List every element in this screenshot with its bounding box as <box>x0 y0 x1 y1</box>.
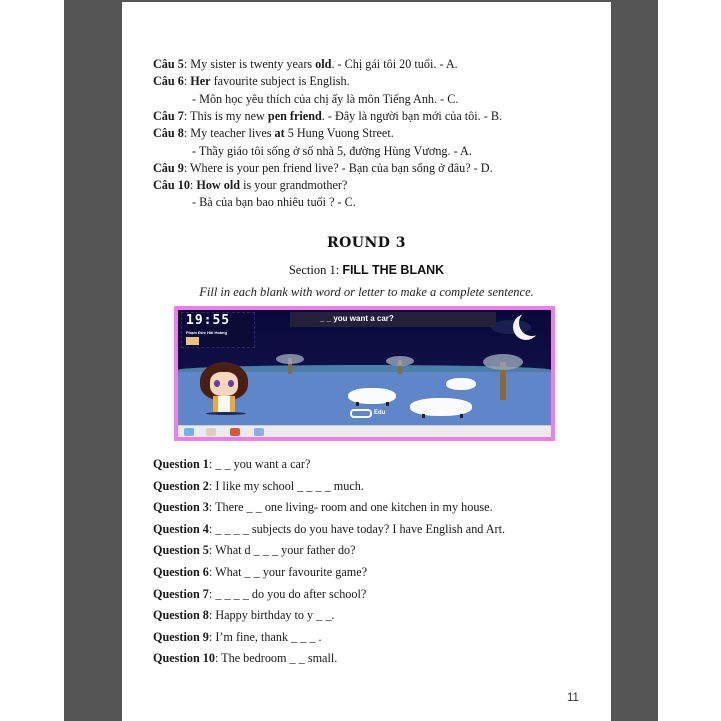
question-item <box>153 565 367 580</box>
question-text: There _ _ one living- room and one kitchen in my house. <box>212 500 493 515</box>
label-separator: : <box>208 500 213 515</box>
section-name: FILL THE BLANK <box>342 263 445 277</box>
game-scene <box>178 310 551 437</box>
answer-translation: - Thầy giáo tôi sống ở số nhà 5, đường Hùng Vương. - A. <box>192 143 472 158</box>
label-separator: : <box>183 74 191 89</box>
sheep-leg <box>356 402 359 406</box>
answer-text: . - Đây là người bạn mới của tôi. - B. <box>321 108 503 123</box>
character-shadow <box>206 412 246 415</box>
player-name: Phạm Đức Hải Hoàng <box>186 330 227 335</box>
question-text: _ _ _ _ subjects do you have today? I have English and Art. <box>212 521 506 536</box>
answer-text: at <box>274 126 285 141</box>
question-label: Question 7 <box>153 586 209 601</box>
answer-text: old <box>315 57 332 71</box>
tree-crown <box>386 356 414 366</box>
question-label: Question 8 <box>153 608 209 623</box>
answer-text: favourite subject is English. <box>210 74 350 89</box>
question-text: Happy birthday to y _ _. <box>212 608 335 623</box>
question-label: Question 6 <box>153 565 209 579</box>
label-separator: : <box>214 651 219 666</box>
answer-line <box>153 126 394 141</box>
question-bar <box>290 312 496 327</box>
question-text: _ _ _ _ do you do after school? <box>212 586 367 601</box>
question-item <box>153 522 505 537</box>
question-item <box>153 608 334 623</box>
answer-text: . - Chị gái tôi 20 tuổi. - A. <box>331 57 458 71</box>
sheep-leg <box>422 414 425 418</box>
label-separator: : <box>208 457 213 471</box>
question-item <box>153 500 493 515</box>
label-separator: : <box>208 586 213 601</box>
label-separator: : <box>208 629 213 644</box>
game-hud <box>181 312 255 348</box>
question-text: What d _ _ _ your father do? <box>212 543 356 558</box>
label-separator: : <box>183 126 191 141</box>
moon-icon <box>519 310 545 336</box>
answer-label: Câu 9 <box>153 160 184 175</box>
game-question: _ _ you want a car? <box>320 314 394 323</box>
answer-text: Her <box>190 74 211 89</box>
instruction: Fill in each blank with word or letter to make a complete sentence. <box>199 285 534 299</box>
label-separator: : <box>183 108 191 123</box>
sheep <box>446 378 476 390</box>
question-label: Question 2 <box>153 478 209 493</box>
document-page <box>122 2 611 721</box>
label-separator: : <box>208 543 213 558</box>
question-item <box>153 630 322 645</box>
question-item <box>153 587 366 602</box>
character-eye <box>214 380 220 387</box>
answer-text: How old <box>196 178 241 193</box>
tree-crown <box>483 354 523 370</box>
answer-line <box>153 57 458 72</box>
question-text: The bedroom _ _ small. <box>218 651 338 666</box>
question-item <box>153 479 364 494</box>
answer-text: My sister is twenty years <box>190 57 316 71</box>
label-separator: : <box>183 160 191 175</box>
question-label: Question 10 <box>153 651 215 666</box>
answer-text: pen friend <box>267 108 322 123</box>
question-text: I’m fine, thank _ _ _ . <box>212 629 322 644</box>
answer-text: This is my new <box>190 108 268 123</box>
label-separator: : <box>208 521 213 536</box>
character-dress <box>218 396 230 412</box>
question-text: _ _ you want a car? <box>212 457 311 471</box>
question-item <box>153 651 337 666</box>
sheep-leg <box>460 414 463 418</box>
label-separator: : <box>183 57 191 71</box>
answer-line <box>153 74 350 89</box>
answer-label: Câu 10 <box>153 178 190 193</box>
label-separator: : <box>208 608 213 623</box>
app-icon[interactable] <box>254 428 264 436</box>
label-separator: : <box>208 478 213 493</box>
taskbar <box>178 425 551 437</box>
question-label: Question 3 <box>153 500 209 515</box>
chrome-icon[interactable] <box>230 428 240 436</box>
answer-translation: - Bà của bạn bao nhiêu tuổi ? - C. <box>192 195 356 210</box>
question-label: Question 9 <box>153 629 209 644</box>
tree-crown <box>276 354 304 364</box>
sheep-leg <box>386 402 389 406</box>
page-number: 11 <box>567 692 579 704</box>
section-title <box>122 263 611 278</box>
character-eye <box>228 380 234 387</box>
question-text: What _ _ your favourite game? <box>212 565 368 579</box>
question-label: Question 5 <box>153 543 209 558</box>
label-separator: : <box>208 565 213 579</box>
section-prefix: Section 1: <box>288 263 343 277</box>
question-item <box>153 457 310 472</box>
folder-icon[interactable] <box>206 428 216 436</box>
browser-icon[interactable] <box>184 428 194 436</box>
label-separator: : <box>189 178 197 193</box>
answer-line <box>153 109 502 124</box>
answer-label: Câu 6 <box>153 74 184 89</box>
game-clock: 19:55 <box>186 313 231 328</box>
question-label: Question 1 <box>153 457 209 471</box>
question-label: Question 4 <box>153 521 209 536</box>
answer-label: Câu 8 <box>153 126 184 141</box>
answer-text: 5 Hung Vuong Street. <box>284 126 394 141</box>
question-item <box>153 543 356 558</box>
answer-text: Where is your pen friend live? - Bạn của bạn sống ở đâu? - D. <box>190 160 493 175</box>
answer-line <box>153 178 347 193</box>
player-avatar <box>186 337 199 345</box>
answer-text: My teacher lives <box>190 126 275 141</box>
answer-label: Câu 5 <box>153 57 184 71</box>
edu-logo-text: Edu <box>374 410 386 416</box>
question-text: I like my school _ _ _ _ much. <box>212 478 364 493</box>
answer-translation: - Môn học yêu thích của chị ấy là môn Tiếng Anh. - C. <box>192 91 459 106</box>
answer-text: is your grandmother? <box>240 178 348 193</box>
answer-line <box>153 161 493 176</box>
document-viewer <box>64 0 658 721</box>
game-screenshot <box>174 306 555 441</box>
answer-label: Câu 7 <box>153 108 184 123</box>
round-title: ROUND 3 <box>326 235 407 251</box>
edu-logo-icon <box>350 409 372 418</box>
